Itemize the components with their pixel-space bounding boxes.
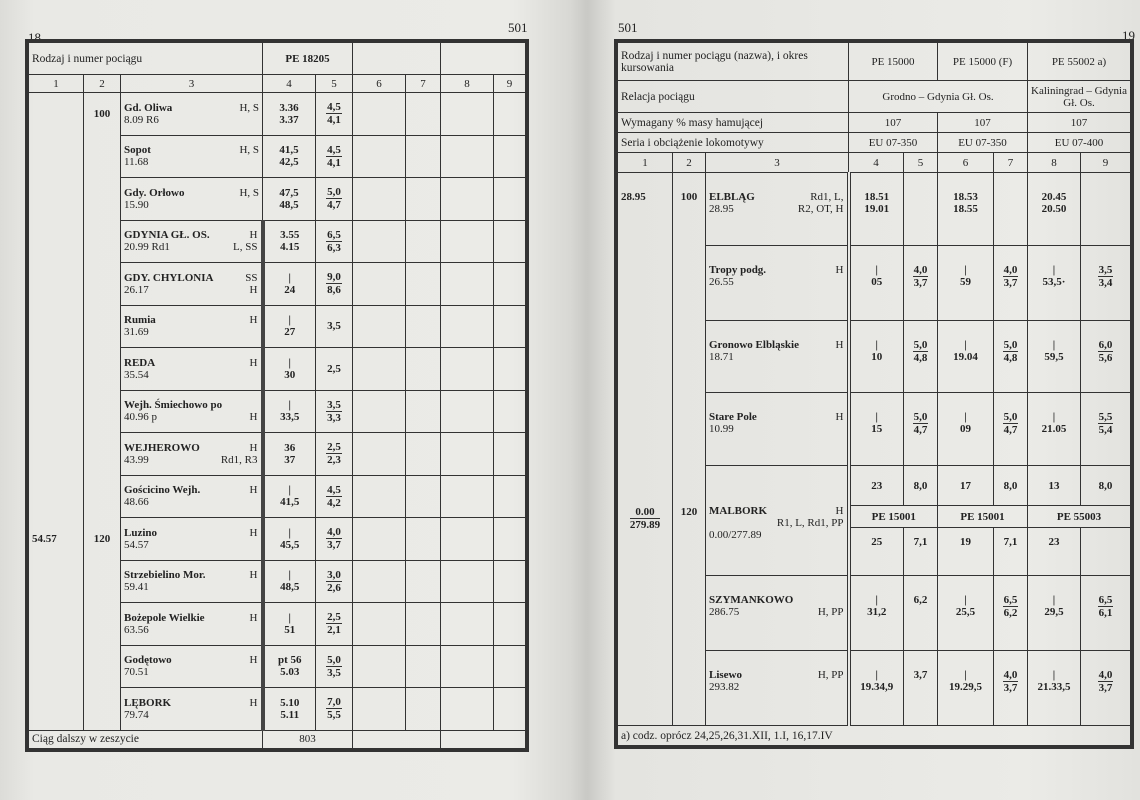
station-flags: H xyxy=(249,696,258,709)
time-cell xyxy=(1031,264,1077,288)
time-line: | xyxy=(288,314,291,327)
station-name: ELBLĄG xyxy=(709,191,755,203)
right-timetable xyxy=(617,42,1131,746)
station-km: 28.95 xyxy=(709,203,734,215)
time-line: 33,5 xyxy=(280,411,300,424)
brake-value: 107 xyxy=(884,116,902,129)
column-number: 8 xyxy=(1051,156,1057,169)
speed-limit: 100 xyxy=(680,191,698,203)
time-line: 20.50 xyxy=(1041,203,1067,215)
footnote: a) codz. oprócz 24,25,26,31.XII, 1.I, 16,17.IV xyxy=(621,729,833,742)
time-line: 20.45 xyxy=(1041,191,1067,203)
station-row xyxy=(29,688,526,731)
station-name: SZYMANKOWO xyxy=(709,594,794,606)
station-km: 59.41 xyxy=(124,581,149,594)
time-line: | xyxy=(964,411,967,423)
station-extra: H xyxy=(249,283,258,296)
speed-value: 6,2 xyxy=(913,594,928,606)
station-flags: H xyxy=(249,356,258,369)
time-line: | xyxy=(1052,669,1056,681)
loco-value: EU 07-350 xyxy=(958,136,1007,149)
station-km: 79.74 xyxy=(124,708,149,721)
speed-limit: 100 xyxy=(93,108,111,120)
station-name: Strzebielino Mor. xyxy=(124,569,206,582)
station-flags: H xyxy=(835,411,844,423)
continuation-note: Ciąg dalszy w zeszycie xyxy=(32,733,139,745)
time-line: | xyxy=(964,594,967,606)
time-line: 10 xyxy=(871,351,883,363)
speed-fraction: $\frac{7,0}{5,5}$ xyxy=(327,696,341,722)
station-name: GDYNIA GŁ. OS. xyxy=(124,229,210,242)
station-name: Stare Pole xyxy=(709,411,757,423)
header-row xyxy=(618,43,1131,81)
time-line: 09 xyxy=(960,423,971,435)
speed-fraction: $\frac{4,0}{3,7}$ xyxy=(327,526,341,552)
train-number: PE 15000 (F) xyxy=(952,55,1013,68)
time-line: | xyxy=(1052,411,1056,423)
time-cell xyxy=(266,102,312,126)
time-line: | xyxy=(1052,594,1056,606)
station-row xyxy=(29,390,526,433)
speed-fraction: $\frac{5,0}{4,8}$ xyxy=(913,339,928,364)
timetable-number-right: 501 xyxy=(618,20,638,35)
station-row xyxy=(618,246,1131,321)
arrival-value: 8,0 xyxy=(1098,479,1113,492)
time-cell xyxy=(941,339,990,363)
time-line: 05 xyxy=(871,276,883,288)
page-number-right: 19 xyxy=(1122,28,1135,43)
time-cell xyxy=(266,187,312,211)
column-number: 3 xyxy=(774,156,780,169)
header-label: Rodzaj i numer pociągu (nazwa), i okres kursowania xyxy=(621,49,808,74)
time-line: | xyxy=(288,611,291,624)
time-cell xyxy=(268,442,313,466)
arrival-value: 8,0 xyxy=(913,479,928,492)
station-name: Sopot xyxy=(124,144,151,157)
time-line: 15 xyxy=(871,423,883,435)
station-km: 293.82 xyxy=(709,681,740,693)
column-number: 6 xyxy=(962,156,969,169)
station-name: Rumia xyxy=(124,314,156,327)
station-name: Gdy. Orłowo xyxy=(124,186,185,199)
time-cell xyxy=(266,144,312,168)
time-cell xyxy=(854,191,901,215)
footer-row xyxy=(29,730,526,748)
station-name: Bożepole Wielkie xyxy=(124,611,205,624)
speed-fraction: $\frac{4,0}{3,7}$ xyxy=(1003,264,1018,289)
speed-fraction: $\frac{6,5}{6,1}$ xyxy=(1098,594,1113,619)
speed-fraction: $\frac{4,0}{3,7}$ xyxy=(913,264,928,289)
column-number: 2 xyxy=(99,77,105,90)
time-cell xyxy=(941,411,990,435)
time-cell xyxy=(268,357,313,381)
station-row xyxy=(29,475,526,518)
column-number: 8 xyxy=(464,77,470,90)
station-extra: Rd1, R3 xyxy=(220,453,258,466)
time-cell xyxy=(941,594,990,618)
station-row xyxy=(29,178,526,221)
station-flags: H xyxy=(835,339,844,351)
time-cell xyxy=(268,569,313,593)
time-line: | xyxy=(875,264,878,276)
station-flags: H xyxy=(835,504,844,517)
column-number: 5 xyxy=(917,156,924,169)
station-km: 26.55 xyxy=(709,276,734,288)
speed-fraction: $\frac{3,0}{2,6}$ xyxy=(327,568,341,594)
speed-fraction: $\frac{4,0}{3,7}$ xyxy=(1003,669,1018,694)
column-number: 5 xyxy=(331,77,337,90)
station-name: Godętowo xyxy=(124,654,172,667)
time-line: | xyxy=(964,264,967,276)
station-km: 15.90 xyxy=(124,198,149,211)
time-cell xyxy=(1031,669,1077,693)
station-row xyxy=(618,393,1131,466)
brake-label: Wymagany % masy hamującej xyxy=(621,116,764,129)
station-flags: H xyxy=(249,526,258,539)
station-name: Gd. Oliwa xyxy=(124,101,173,114)
time-line: | xyxy=(288,356,291,369)
arrival-value: 23 xyxy=(871,479,883,492)
station-extra: R2, OT, H xyxy=(797,203,844,215)
time-line: 24 xyxy=(284,283,296,296)
station-name: Gronowo Elbląskie xyxy=(709,339,799,351)
time-line: | xyxy=(1052,339,1056,351)
station-name: Lisewo xyxy=(709,669,742,681)
time-line: 27 xyxy=(284,326,296,339)
speed-fraction: $\frac{6,0}{5,6}$ xyxy=(1098,339,1113,364)
time-cell xyxy=(268,697,313,721)
station-row xyxy=(29,348,526,391)
station-flags: Rd1, L, xyxy=(810,191,844,203)
station-row xyxy=(29,135,526,178)
time-line: 3.37 xyxy=(279,113,299,126)
time-cell xyxy=(1031,594,1077,618)
time-line: 5.11 xyxy=(280,708,300,721)
station-row xyxy=(29,603,526,646)
station-flags: H xyxy=(249,314,258,327)
time-cell xyxy=(941,264,990,288)
speed-fraction: $\frac{5,0}{4,7}$ xyxy=(913,411,928,436)
time-line: | xyxy=(288,484,291,497)
station-row xyxy=(29,93,526,136)
page-number-left: 18 xyxy=(28,30,41,45)
station-row xyxy=(618,651,1131,726)
station-flags: H, S xyxy=(239,144,259,157)
time-line: 47,5 xyxy=(279,186,299,199)
station-flags: H, S xyxy=(239,101,259,114)
relation-label: Relacja pociągu xyxy=(621,90,695,103)
station-km: 0.00/277.89 xyxy=(709,528,762,541)
station-km: 54.57 xyxy=(124,538,149,551)
station-km: 8.09 R6 xyxy=(124,113,159,126)
column-number: 1 xyxy=(642,156,648,169)
station-km: 10.99 xyxy=(709,423,734,435)
time-line: 19.34,9 xyxy=(860,681,894,693)
speed-fraction: $\frac{9,0}{8,6}$ xyxy=(327,271,341,297)
time-cell xyxy=(268,484,313,508)
column-number-row xyxy=(29,75,526,93)
column-number: 6 xyxy=(376,77,382,90)
speed-fraction: $\frac{3,5}{3,4}$ xyxy=(1098,264,1113,289)
column-number: 9 xyxy=(506,77,513,90)
station-km: 48.66 xyxy=(124,496,149,509)
time-line: 53,5· xyxy=(1042,276,1066,288)
time-line: 42,5 xyxy=(279,156,299,169)
station-km: 18.71 xyxy=(709,351,734,363)
station-km: 286.75 xyxy=(709,606,740,618)
column-number: 2 xyxy=(686,156,692,169)
station-flags: H xyxy=(249,229,258,242)
train-number: PE 15000 xyxy=(871,55,915,68)
time-line: 37 xyxy=(284,453,296,466)
column-number: 7 xyxy=(1007,156,1014,169)
speed-fraction: $\frac{6,5}{6,2}$ xyxy=(1003,594,1018,619)
loco-row xyxy=(618,133,1131,153)
time-cell xyxy=(268,399,313,423)
time-line: 30 xyxy=(284,368,296,381)
departure-value: 25 xyxy=(871,536,883,548)
time-cell xyxy=(941,191,990,215)
column-number: 4 xyxy=(873,156,879,169)
speed-fraction: $\frac{5,0}{4,7}$ xyxy=(327,186,341,212)
station-flags: H xyxy=(249,441,258,454)
station-km: 70.51 xyxy=(124,666,149,679)
station-name: GDY. CHYLONIA xyxy=(124,271,214,284)
time-cell xyxy=(268,654,313,678)
station-flags: H xyxy=(249,611,258,624)
speed-limit: 120 xyxy=(680,505,698,518)
station-extra: H, PP xyxy=(817,606,844,618)
station-row xyxy=(618,576,1131,651)
column-number-row xyxy=(618,153,1131,173)
speed-value: 3,7 xyxy=(913,669,928,681)
speed-fraction: $\frac{4,5}{4,2}$ xyxy=(327,483,341,509)
time-line: 41,5 xyxy=(279,144,299,157)
time-line: 48,5 xyxy=(279,198,299,211)
station-extra: R1, L, Rd1, PP xyxy=(776,516,844,529)
time-line: | xyxy=(288,526,291,539)
arrival-value: 8,0 xyxy=(1003,479,1018,492)
time-line: 21.05 xyxy=(1041,423,1067,435)
time-line: | xyxy=(875,594,878,606)
time-line: 3.55 xyxy=(280,229,300,242)
station-row xyxy=(29,645,526,688)
station-km: 43.99 xyxy=(124,453,149,466)
arrival-value: 13 xyxy=(1048,479,1060,492)
station-km: 31.69 xyxy=(124,326,149,339)
brake-value: 107 xyxy=(1070,116,1088,129)
speed-fraction: $\frac{5,0}{3,5}$ xyxy=(327,653,341,679)
arrival-value: 17 xyxy=(960,479,971,492)
time-line: 4.15 xyxy=(280,241,300,254)
station-flags: H, PP xyxy=(817,669,844,681)
speed-fraction: $\frac{5,0}{4,7}$ xyxy=(1003,411,1018,436)
time-line: 59,5 xyxy=(1044,351,1064,363)
time-line: 19.29,5 xyxy=(949,681,982,693)
station-row xyxy=(618,321,1131,393)
time-cell xyxy=(854,594,901,618)
header-row xyxy=(29,43,526,75)
speed-fraction: $\frac{4,0}{3,7}$ xyxy=(1098,669,1113,694)
time-line: | xyxy=(875,339,878,351)
relation-row xyxy=(618,81,1131,113)
km-section: 54.57 xyxy=(32,532,57,545)
speed-fraction: $\frac{4,5}{4,1}$ xyxy=(327,101,341,127)
time-cell xyxy=(1031,191,1077,215)
station-km: 40.96 p xyxy=(124,411,157,424)
station-km: 26.17 xyxy=(124,283,149,296)
station-km: 11.68 xyxy=(124,156,149,169)
station-flags: H xyxy=(835,264,844,276)
km-section: 28.95 xyxy=(621,191,646,203)
time-line: 45,5 xyxy=(280,538,300,551)
speed-value: 3,5 xyxy=(327,320,341,333)
departure-value: 7,1 xyxy=(1003,536,1018,548)
speed-fraction: $\frac{2,5}{2,3}$ xyxy=(327,441,341,467)
time-cell xyxy=(854,669,901,693)
train-number: PE 15001 xyxy=(871,510,916,523)
train-relation: Kaliningrad – Gdynia Gł. Os. xyxy=(1031,84,1127,109)
station-extra: L, SS xyxy=(233,241,258,254)
time-line: | xyxy=(964,339,967,351)
station-row xyxy=(29,263,526,306)
departure-value: 19 xyxy=(960,536,971,548)
time-line: 5.03 xyxy=(280,666,300,679)
station-name: Gościcino Wejh. xyxy=(124,484,201,497)
station-km: 63.56 xyxy=(124,623,149,636)
train-number: PE 55003 xyxy=(1056,510,1102,523)
footnote-row xyxy=(618,726,1131,746)
speed-limit: 120 xyxy=(93,532,111,545)
time-line: | xyxy=(964,669,967,681)
malbork-train-row: $\frac{0.00}{279.89}$ 120 PE 15001 PE 15001 PE 55003 xyxy=(618,506,1131,528)
column-number: 7 xyxy=(420,77,426,90)
timetable-number-left: 501 xyxy=(508,20,528,35)
station-flags: H, S xyxy=(239,186,259,199)
time-line: 21.33,5 xyxy=(1037,681,1071,693)
time-line: 5.10 xyxy=(280,696,300,709)
time-cell xyxy=(268,612,313,636)
time-line: | xyxy=(875,411,878,423)
station-flags: H xyxy=(249,484,258,497)
column-number: 1 xyxy=(53,77,59,90)
left-timetable xyxy=(28,42,526,749)
time-line: 18.51 xyxy=(864,191,890,203)
column-number: 4 xyxy=(286,77,292,90)
station-name: Wejh. Śmiechowo po xyxy=(124,399,223,412)
departure-value: 7,1 xyxy=(913,536,928,548)
brake-value: 107 xyxy=(974,116,991,129)
station-extra: H xyxy=(249,411,258,424)
time-line: | xyxy=(288,271,291,284)
station-row xyxy=(618,173,1131,246)
train-number: PE 55002 a) xyxy=(1051,55,1107,68)
station-name: WEJHEROWO xyxy=(124,441,200,454)
header-label: Rodzaj i numer pociągu xyxy=(32,52,143,65)
time-line: pt 56 xyxy=(277,654,302,667)
train-number: PE 18205 xyxy=(285,52,330,65)
time-line: 25,5 xyxy=(955,606,976,618)
time-line: 59 xyxy=(960,276,971,288)
station-km: 35.54 xyxy=(124,368,149,381)
station-flags: H xyxy=(249,569,258,582)
time-line: | xyxy=(288,399,291,412)
column-number: 3 xyxy=(188,77,195,90)
time-line: 18.53 xyxy=(953,191,978,203)
speed-fraction: $\frac{5,0}{4,8}$ xyxy=(1003,339,1018,364)
loco-value: EU 07-400 xyxy=(1054,136,1104,149)
time-line: 51 xyxy=(284,623,296,636)
time-cell xyxy=(1031,339,1077,363)
time-cell xyxy=(854,339,901,363)
speed-fraction: $\frac{4,5}{4,1}$ xyxy=(327,143,341,169)
brake-row xyxy=(618,113,1131,133)
time-line: | xyxy=(875,669,878,681)
station-name: REDA xyxy=(124,356,156,369)
departure-value: 23 xyxy=(1048,536,1060,548)
time-line: 48,5 xyxy=(280,581,300,594)
speed-fraction: $\frac{2,5}{2,1}$ xyxy=(327,611,341,637)
train-number: PE 15001 xyxy=(960,510,1005,523)
time-cell xyxy=(854,411,901,435)
time-line: 19.04 xyxy=(953,351,978,363)
station-row xyxy=(29,433,526,476)
time-cell xyxy=(1031,411,1077,435)
station-row xyxy=(29,305,526,348)
station-row xyxy=(29,560,526,603)
time-cell xyxy=(854,264,901,288)
time-line: 18.55 xyxy=(953,203,978,215)
speed-fraction: $\frac{5,5}{5,4}$ xyxy=(1098,411,1113,436)
station-flags: SS xyxy=(245,271,258,284)
time-cell xyxy=(941,669,990,693)
time-line: 41,5 xyxy=(280,496,300,509)
station-name: MALBORK xyxy=(709,504,768,517)
time-line: | xyxy=(288,569,291,582)
time-line: 19.01 xyxy=(864,203,890,215)
station-row xyxy=(29,518,526,561)
time-line: 31,2 xyxy=(867,606,887,618)
station-row xyxy=(29,220,526,263)
train-relation: Grodno – Gdynia Gł. Os. xyxy=(882,90,994,103)
station-flags: H xyxy=(249,654,258,667)
speed-value: 2,5 xyxy=(327,362,341,375)
station-name: LĘBORK xyxy=(124,696,172,709)
time-cell xyxy=(268,527,313,551)
speed-fraction: $\frac{6,5}{6,3}$ xyxy=(327,228,341,254)
time-line: 29,5 xyxy=(1044,606,1064,618)
time-cell xyxy=(268,314,313,338)
loco-label: Seria i obciążenie lokomotywy xyxy=(621,136,764,149)
loco-value: EU 07-350 xyxy=(868,136,918,149)
next-train-number: 803 xyxy=(299,733,316,745)
column-number: 9 xyxy=(1102,156,1109,169)
time-line: 36 xyxy=(284,441,296,454)
speed-fraction: $\frac{3,5}{3,3}$ xyxy=(327,398,341,424)
time-cell xyxy=(268,229,313,253)
station-name: Tropy podg. xyxy=(709,264,767,276)
station-name: Luzino xyxy=(124,526,158,539)
time-line: 3.36 xyxy=(279,101,299,114)
malbork-arrival-row xyxy=(618,466,1131,506)
time-cell xyxy=(268,272,313,296)
time-line: | xyxy=(1052,264,1056,276)
station-km: 20.99 Rd1 xyxy=(124,241,170,254)
